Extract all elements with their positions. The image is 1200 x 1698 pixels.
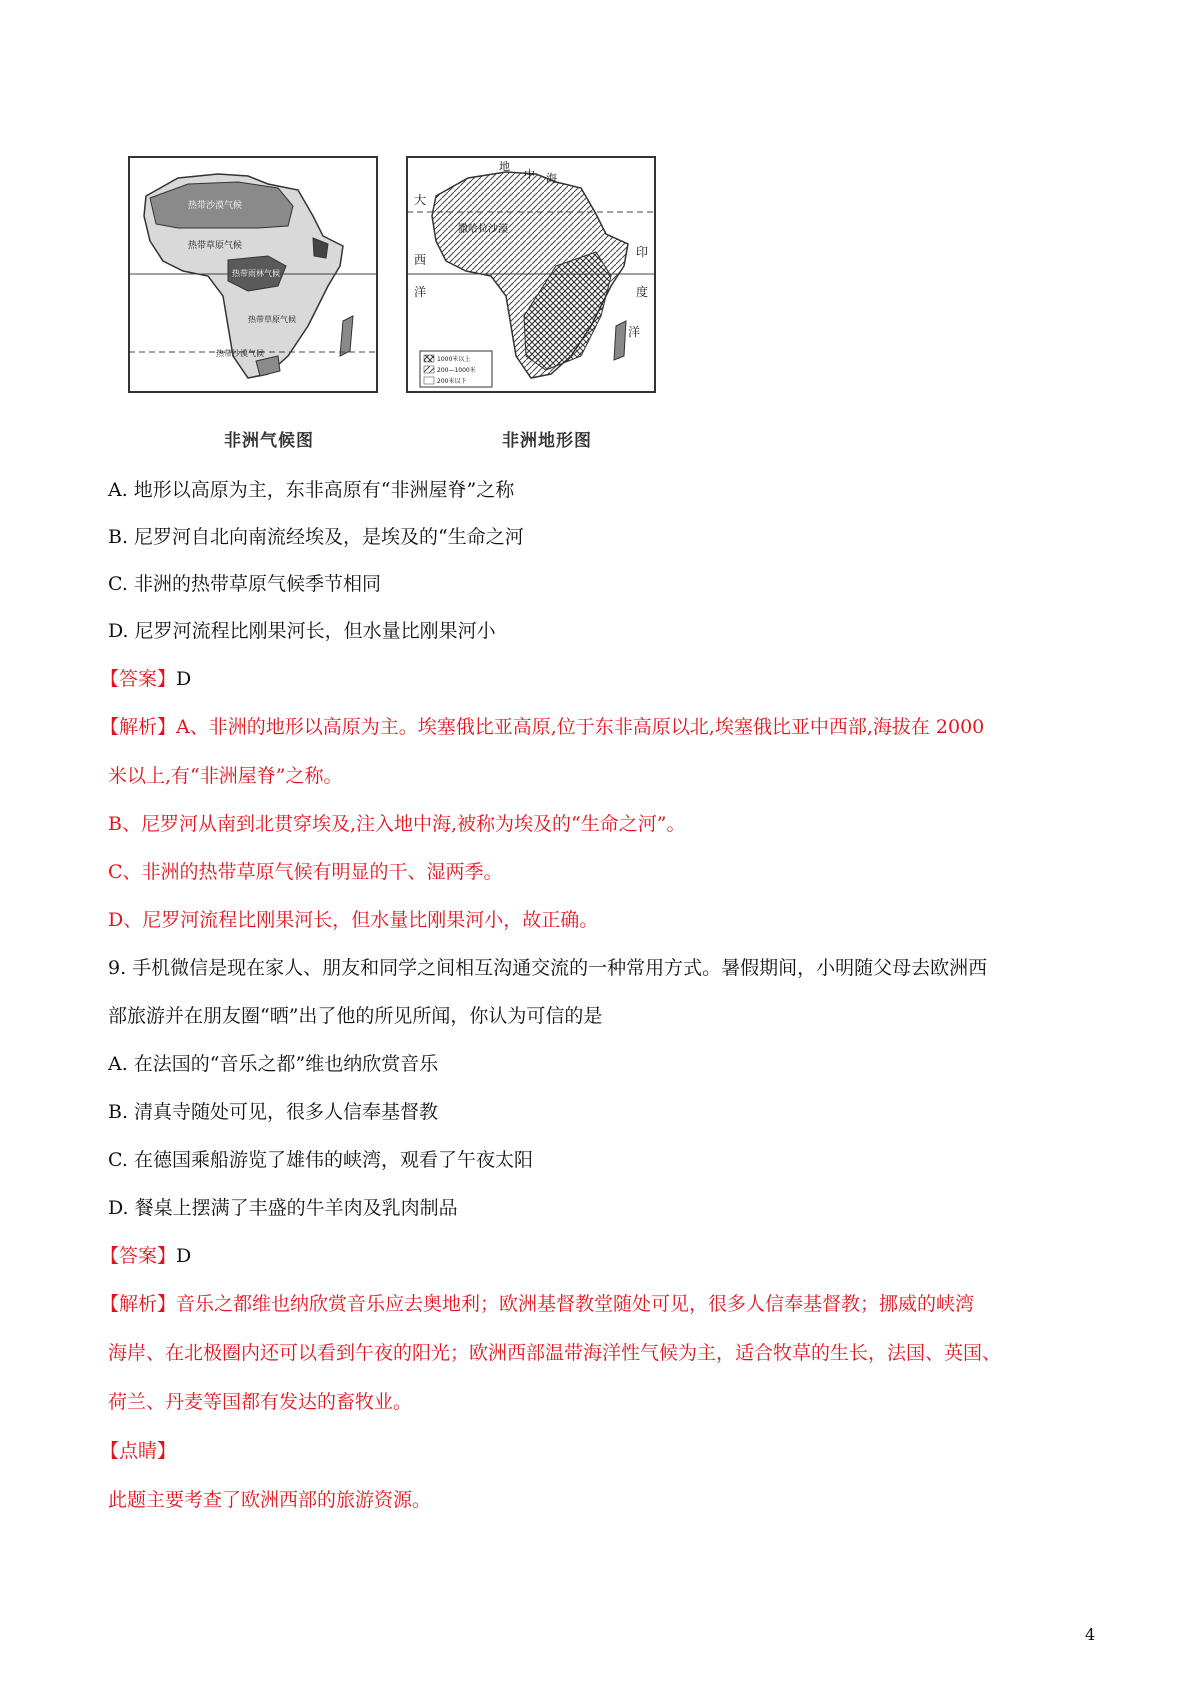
q8-option-c: C. 非洲的热带草原气候季节相同 [108,573,381,595]
q9-analysis-text-1: 音乐之都维也纳欣赏音乐应去奥地利；欧洲基督教堂随处可见，很多人信奉基督教；挪威的峡湾 [176,1293,975,1315]
terrain-label-4: 西 [414,253,427,267]
q8-option-b: B. 尼罗河自北向南流经埃及，是埃及的“生命之河 [108,526,524,548]
q8-analysis-line-2: 米以上,有“非洲屋脊”之称。 [108,765,343,787]
q9-answer-tag: 【答案】 [100,1245,177,1267]
q9-option-b: B. 清真寺随处可见，很多人信奉基督教 [108,1101,439,1123]
q9-answer-value: D [176,1245,192,1267]
terrain-map-image [406,156,688,418]
q8-analysis-line-4: C、非洲的热带草原气候有明显的干、湿两季。 [108,861,503,883]
q9-stem-line-2: 部旅游并在朋友圈“晒”出了他的所见所闻，你认为可信的是 [108,1005,603,1027]
q9-answer-line [100,1242,191,1270]
q9-analysis-line-2: 海岸、在北极圈内还可以看到午夜的阳光；欧洲西部温带海洋性气候为主，适合牧草的生长，法国、英国、 [108,1342,1002,1364]
q8-analysis-line-3: B、尼罗河从南到北贯穿埃及,注入地中海,被称为埃及的“生命之河”。 [108,813,686,835]
terrain-label-6: 印 [636,245,649,259]
climate-label-desert-north: 热带沙漠气候 [188,201,243,211]
q9-option-d: D. 餐桌上摆满了丰盛的牛羊肉及乳肉制品 [108,1197,458,1219]
q9-option-a: A. 在法国的“音乐之都”维也纳欣赏音乐 [108,1053,439,1075]
q8-answer-line [100,665,191,693]
q8-analysis-tag: 【解析】 [100,716,177,738]
terrain-label-7: 度 [636,285,649,299]
terrain-label-2: 海 [546,172,557,185]
terrain-label-8: 洋 [628,325,641,339]
terrain-map-caption: 非洲地形图 [502,431,592,451]
climate-label-savanna-north: 热带草原气候 [188,241,243,251]
climate-label-savanna-south: 热带草原气候 [248,315,296,324]
q9-analysis-line-1 [100,1290,974,1318]
terrain-label-0: 地 [499,160,510,173]
africa-maps-figure [128,156,649,453]
terrain-label-1: 中 [524,168,535,181]
q9-analysis-tag: 【解析】 [100,1293,177,1315]
terrain-legend-0: 1000米以上 [437,356,471,363]
africa-climate-map [128,156,410,453]
q8-option-d: D. 尼罗河流程比刚果河长，但水量比刚果河小 [108,620,496,642]
q8-option-a: A. 地形以高原为主，东非高原有“非洲屋脊”之称 [108,479,515,501]
terrain-label-sahara: 撒哈拉沙漠 [458,224,508,235]
climate-label-rainforest: 热带雨林气候 [232,269,280,278]
q8-answer-tag: 【答案】 [100,668,177,690]
q9-analysis-line-3: 荷兰、丹麦等国都有发达的畜牧业。 [108,1391,413,1413]
terrain-label-5: 洋 [414,285,427,299]
page-number: 4 [1085,1625,1096,1644]
q9-comment: 此题主要考查了欧洲西部的旅游资源。 [108,1489,432,1511]
climate-label-desert-south: 热带沙漠气候 [216,349,264,358]
climate-map-caption: 非洲气候图 [224,431,314,451]
q8-analysis-line-5: D、尼罗河流程比刚果河长，但水量比刚果河小，故正确。 [108,909,599,931]
terrain-legend-1: 200—1000米 [437,367,476,374]
q8-answer-value: D [176,668,192,690]
q8-analysis-text-1: A、非洲的地形以高原为主。埃塞俄比亚高原,位于东非高原以北,埃塞俄比亚中西部,海拔在 2000 [176,716,985,738]
terrain-legend-2: 200米以下 [437,378,467,385]
q9-comment-tag: 【点睛】 [100,1440,177,1462]
q9-stem-line-1: 9. 手机微信是现在家人、朋友和同学之间相互沟通交流的一种常用方式。暑假期间，小明随父母去欧洲西 [108,957,988,979]
q8-analysis-line-1 [100,713,984,741]
africa-terrain-map [406,156,688,453]
terrain-label-3: 大 [414,193,427,207]
climate-map-image [128,156,410,418]
q9-option-c: C. 在德国乘船游览了雄伟的峡湾，观看了午夜太阳 [108,1149,533,1171]
